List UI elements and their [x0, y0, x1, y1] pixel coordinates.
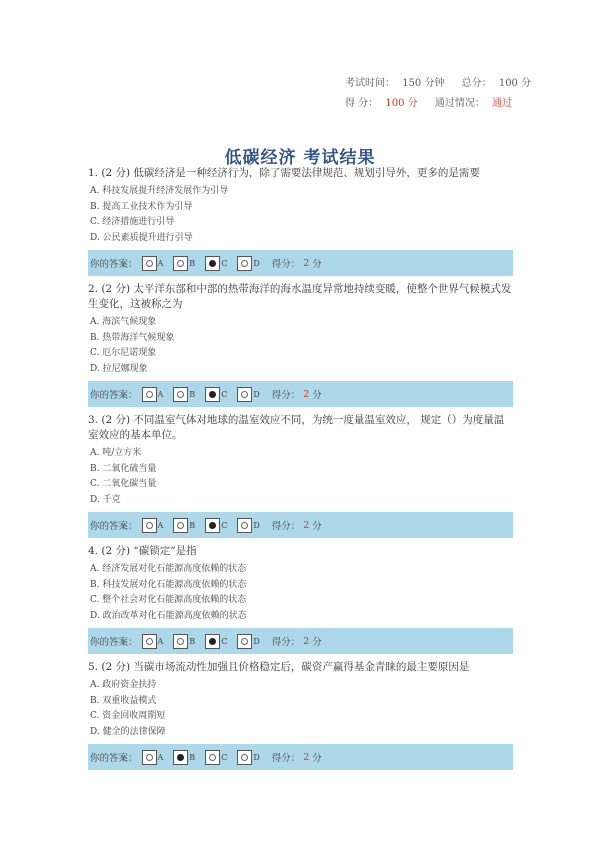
answer-label: 你的答案： [90, 637, 138, 648]
question-2 [88, 282, 513, 407]
radio-c-icon[interactable] [205, 634, 220, 649]
score-unit: 分 [312, 390, 322, 401]
answer-label: 你的答案： [90, 753, 138, 764]
meta-row-time [345, 74, 535, 94]
radio-b-icon[interactable] [173, 256, 188, 271]
radio-letter: B [189, 636, 196, 646]
radio-a-icon[interactable] [142, 387, 157, 402]
question-title: 1. (2 分) 低碳经济是一种经济行为，除了需要法律规范、规划引导外，更多的是需要 [88, 167, 480, 179]
answer-label: 你的答案： [90, 259, 138, 270]
option-a: A. 科技发展提升经济发展作为引导 [90, 186, 229, 196]
option-d: D. 公民素质提升进行引导 [90, 232, 193, 243]
question-4 [88, 544, 513, 654]
radio-b-icon[interactable] [173, 518, 188, 533]
answer-bar [88, 744, 513, 770]
radio-letter: B [189, 752, 196, 762]
answer-label: 你的答案： [90, 390, 138, 401]
option-c: C. 厄尔尼诺现象 [90, 348, 157, 358]
answer-bar [88, 628, 513, 654]
score-number: 2 [303, 519, 310, 531]
radio-letter: C [221, 389, 228, 399]
radio-d-icon[interactable] [237, 518, 252, 533]
radio-d-icon[interactable] [237, 634, 252, 649]
score-prefix: 得分： [271, 637, 301, 648]
option-a: A. 吨/立方米 [90, 448, 142, 458]
radio-letter: D [253, 258, 260, 268]
question-title: 2. (2 分) 太平洋东部和中部的热带海洋的海水温度异常地持续变暖，使整个世界气候模式发生变化，这被称之为 [88, 283, 512, 310]
radio-letter: D [253, 636, 260, 646]
score-label: 得 分： [345, 98, 379, 109]
radio-letter: C [221, 636, 228, 646]
pass-value: 通过 [492, 98, 513, 109]
answer-label: 你的答案： [90, 521, 138, 532]
score-number: 2 [303, 635, 310, 647]
time-label: 考试时间： [345, 78, 395, 89]
option-d: D. 健全的法律保障 [90, 726, 166, 737]
total-label: 总分： [461, 78, 492, 89]
option-d: D. 政治改革对化石能源高度依赖的状态 [90, 610, 247, 621]
score-value: 100 分 [385, 98, 418, 109]
option-b: B. 二氧化硫当量 [90, 463, 157, 474]
radio-c-icon[interactable] [205, 256, 220, 271]
radio-letter: B [189, 520, 196, 530]
radio-letter: C [221, 752, 228, 762]
option-c: C. 整个社会对化石能源高度依赖的状态 [90, 595, 247, 605]
meta-row-score [345, 94, 535, 114]
option-b: B. 热带海洋气候现象 [90, 332, 175, 343]
radio-letter: A [157, 520, 164, 530]
option-c: C. 经济措施进行引导 [90, 217, 175, 227]
score-number: 2 [303, 388, 310, 400]
score-unit: 分 [312, 259, 322, 270]
option-a: A. 经济发展对化石能源高度依赖的状态 [90, 564, 247, 574]
time-value: 150 分钟 [402, 78, 445, 89]
radio-c-icon[interactable] [205, 387, 220, 402]
option-c: C. 资金回收周期短 [90, 711, 166, 721]
score-number: 2 [303, 257, 310, 269]
question-title: 3. (2 分) 不同温室气体对地球的温室效应不同，为统一度量温室效应， 规定（）为度量温室效应的基本单位。 [88, 414, 505, 441]
radio-c-icon[interactable] [205, 750, 220, 765]
radio-b-icon[interactable] [173, 634, 188, 649]
option-b: B. 科技发展对化石能源高度依赖的状态 [90, 579, 247, 590]
score-prefix: 得分： [271, 259, 301, 270]
radio-d-icon[interactable] [237, 750, 252, 765]
radio-b-icon[interactable] [173, 387, 188, 402]
option-a: A. 海滨气候现象 [90, 317, 157, 327]
question-3 [88, 413, 513, 538]
option-d: D. 拉尼娜现象 [90, 363, 148, 374]
radio-letter: C [221, 258, 228, 268]
page-title: 低碳经济 考试结果 [224, 148, 376, 168]
radio-letter: D [253, 752, 260, 762]
exam-meta [345, 74, 535, 114]
question-5 [88, 660, 513, 770]
option-a: A. 政府资金扶持 [90, 680, 157, 690]
total-value: 100 分 [498, 78, 532, 89]
radio-a-icon[interactable] [142, 634, 157, 649]
question-list [88, 166, 513, 776]
score-number: 2 [303, 751, 310, 763]
radio-b-icon[interactable] [173, 750, 188, 765]
option-b: B. 提高工业技术作为引导 [90, 201, 193, 212]
radio-letter: A [157, 752, 164, 762]
question-1 [88, 166, 513, 276]
radio-a-icon[interactable] [142, 750, 157, 765]
score-prefix: 得分： [271, 390, 301, 401]
option-d: D. 千克 [90, 494, 121, 505]
radio-a-icon[interactable] [142, 518, 157, 533]
radio-a-icon[interactable] [142, 256, 157, 271]
option-b: B. 双重收益模式 [90, 695, 157, 706]
radio-letter: D [253, 520, 260, 530]
score-unit: 分 [312, 753, 322, 764]
option-c: C. 二氧化碳当量 [90, 479, 157, 489]
radio-letter: A [157, 636, 164, 646]
pass-label: 通过情况： [434, 98, 485, 109]
question-title: 4. (2 分) “碳锁定”是指 [88, 545, 197, 557]
radio-d-icon[interactable] [237, 256, 252, 271]
radio-c-icon[interactable] [205, 518, 220, 533]
radio-letter: A [157, 258, 164, 268]
radio-d-icon[interactable] [237, 387, 252, 402]
radio-letter: D [253, 389, 260, 399]
score-unit: 分 [312, 521, 322, 532]
score-prefix: 得分： [271, 753, 301, 764]
answer-bar [88, 512, 513, 538]
radio-letter: C [221, 520, 228, 530]
question-title: 5. (2 分) 当碳市场流动性加强且价格稳定后，碳资产赢得基金青睐的最主要原因是 [88, 661, 470, 673]
score-unit: 分 [312, 637, 322, 648]
answer-bar [88, 381, 513, 407]
radio-letter: B [189, 258, 196, 268]
radio-letter: B [189, 389, 196, 399]
answer-bar [88, 250, 513, 276]
score-prefix: 得分： [271, 521, 301, 532]
radio-letter: A [157, 389, 164, 399]
